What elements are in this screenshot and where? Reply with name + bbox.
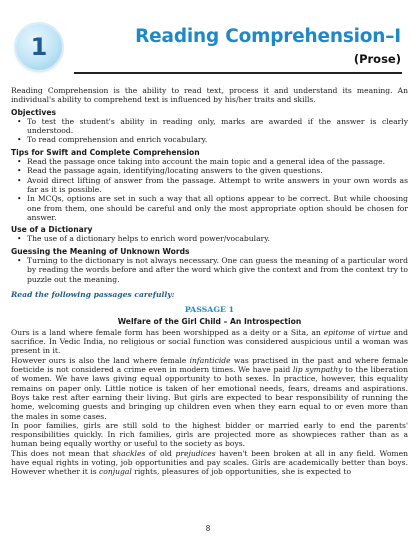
list-item: • Turning to the dictionary is not always necessary. One can guess the meaning of a particular word by reading the words before and after the word which give the context and from the context try to puzzle out the meaning. [11,256,408,284]
passage-label: PASSAGE 1 [184,305,235,315]
intro-paragraph: Reading Comprehension is the ability to read text, process it and understand its meaning. An individual's ability to comprehend text is influenced by his/her traits and skills. [11,86,408,105]
passage-title: Welfare of the Girl Child – An Introspection [117,316,302,326]
chapter-title: Reading Comprehension–I [135,26,401,47]
list-item: • Avoid direct lifting of answer from the passage. Attempt to write answers in your own words as far as it is possible. [11,176,408,195]
list-item: • In MCQs, options are set in such a way that all options appear to be correct. But while choosing one from them, one should be careful and only the most appropriate option should be chosen for answer. [11,194,408,222]
page-content [11,86,408,477]
chapter-subtitle: (Prose) [353,52,401,66]
chapter-number-badge [16,24,62,70]
objectives-list [11,117,408,145]
list-item: • Read the passage once taking into account the main topic and a general idea of the passage. [11,157,408,166]
passage-paragraph-1: Ours is a land where female form has been worshipped as a deity or a Sita, an epitome of virtue and sacrifice. In Vedic India, no religious or social function was considered auspicious until a woman was present in it. [11,327,408,356]
list-item: • The use of a dictionary helps to enrich word power/vocabulary. [11,234,408,243]
guessing-list [11,256,408,284]
list-item: • Read the passage again, identifying/locating answers to the given questions. [11,166,408,175]
passage-paragraph-4: This does not mean that shackles of old prejudices haven't been broken at all in any field. Women have equal rights in voting, job opportunities and pay scales. Girls are academically better than boys. However whether it is conjugal rights, pleasures of job opportunities, she is expected to [11,448,408,477]
guessing-heading: Guessing the Meaning of Unknown Words [11,246,190,256]
dictionary-heading: Use of a Dictionary [11,225,93,235]
list-item: • To read comprehension and enrich vocabulary. [11,135,408,144]
objectives-heading: Objectives [11,107,56,117]
chapter-header [0,0,416,80]
list-item: • To test the student's ability in reading only, marks are awarded if the answer is clearly understood. [11,117,408,136]
page-number: 8 [205,524,211,533]
chapter-number: 1 [30,33,48,61]
tips-heading: Tips for Swift and Complete Comprehension [11,147,200,157]
tips-list [11,157,408,222]
dictionary-list [11,234,408,243]
instruction-text: Read the following passages carefully: [11,289,175,299]
passage-paragraph-2: However ours is also the land where female infanticide was practised in the past and where female foeticide is not considered a crime even in modern times. We have paid lip sympathy to the liberation of women. We have laws giving equal opportunity to both sexes. In practice, however, this equality remains on paper only. Little notice is taken of her emotional needs, fears, dreams and aspirations. Boys take rest after earning their living. But girls are expected to bear responsibility of running the home, welcoming guests and bringing up children even when they earn equal to or even more than the males in some cases. [11,355,409,421]
passage-paragraph-3: In poor families, girls are still sold to the highest bidder or married early to end the parents' responsibilities quickly. In rich families, girls are projected more as showpieces rather than as a human being equally worthy or useful to the society as boys. [11,420,408,449]
header-rule [74,72,402,74]
